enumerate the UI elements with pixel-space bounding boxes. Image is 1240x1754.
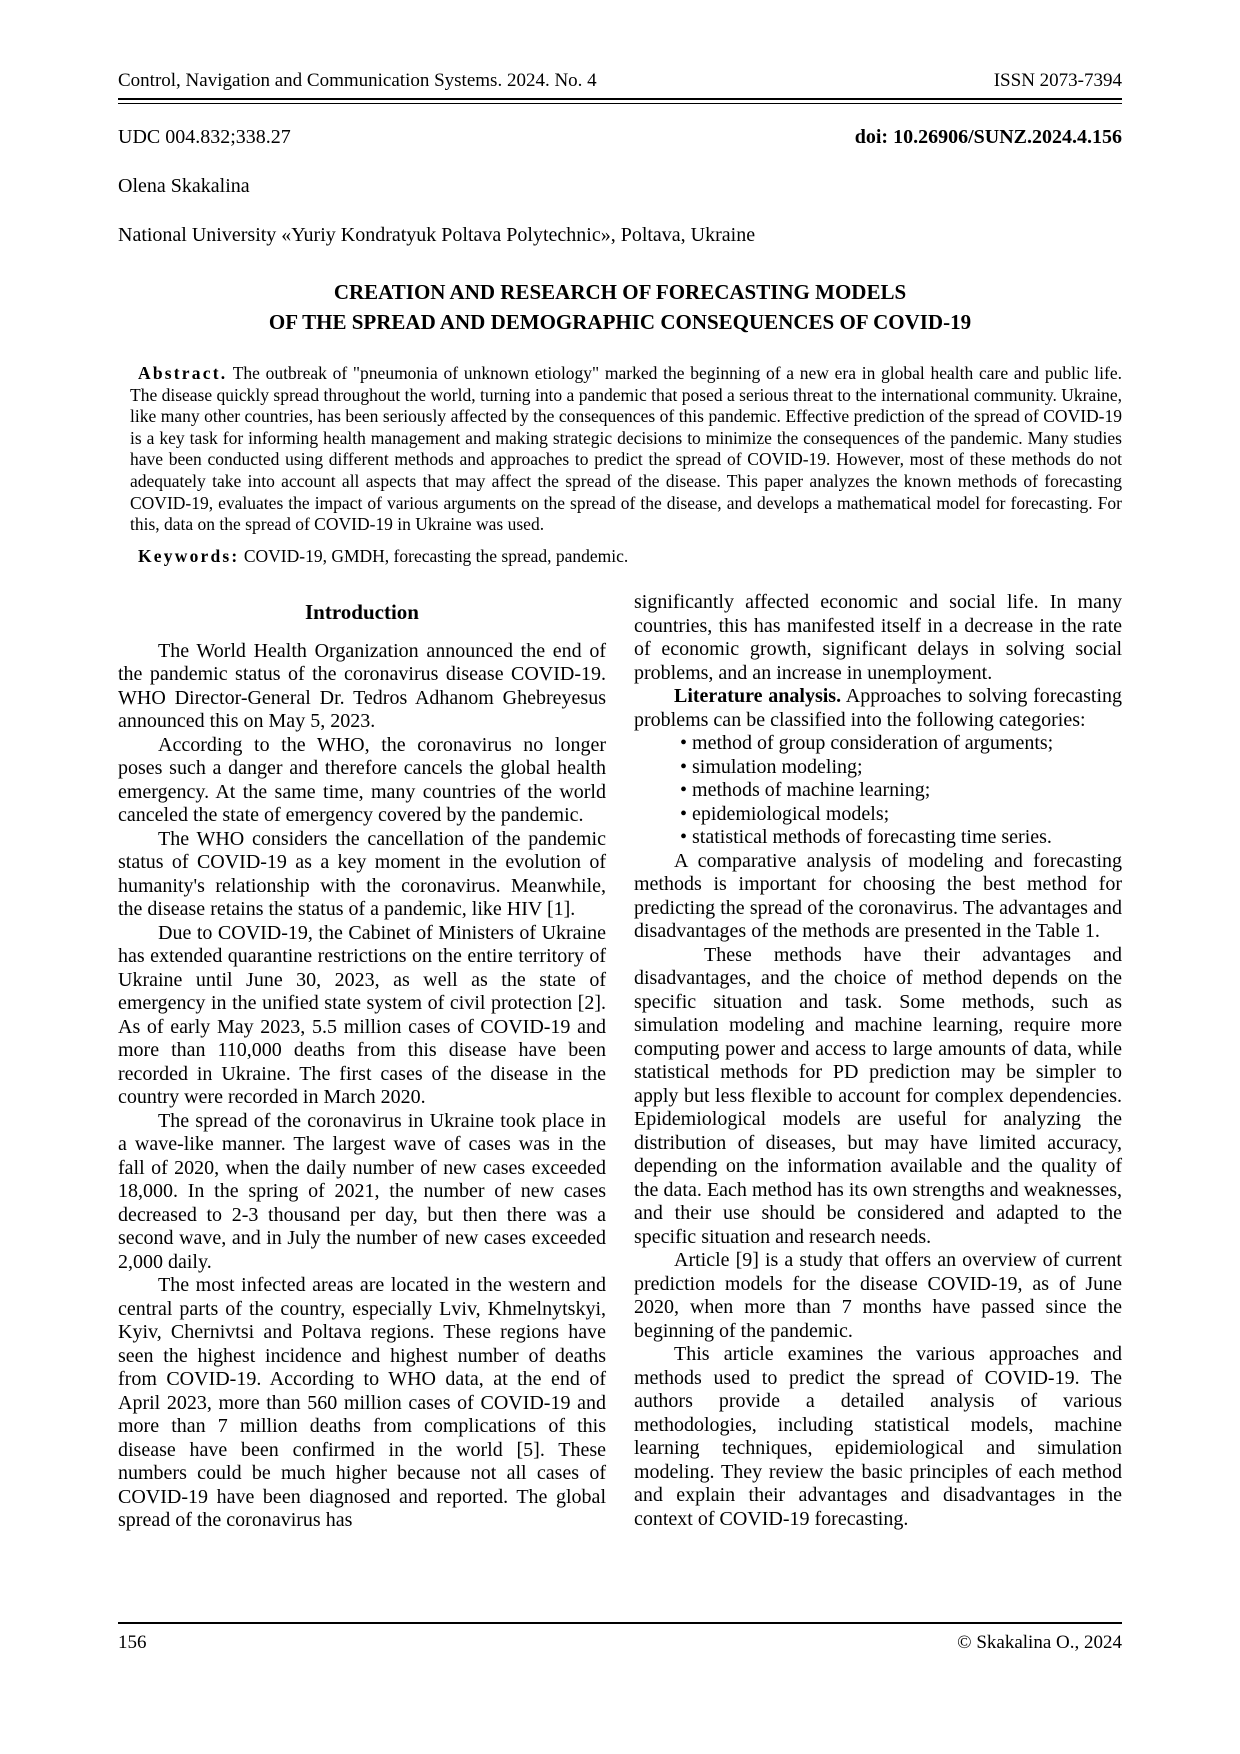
page-number: 156 <box>118 1632 147 1653</box>
left-column <box>118 591 606 1533</box>
right-column <box>634 591 1122 1533</box>
bullet-item: • statistical methods of forecasting time series. <box>634 826 1122 850</box>
author-affiliation: National University «Yuriy Kondratyuk Poltava Polytechnic», Poltava, Ukraine <box>118 224 756 246</box>
copyright: © Skakalina O., 2024 <box>957 1632 1122 1653</box>
keywords-label: Keywords: <box>138 545 240 566</box>
paper-title <box>118 277 1122 337</box>
category-list <box>634 732 1122 850</box>
abstract <box>130 363 1122 536</box>
literature-analysis-paragraph <box>634 685 1122 732</box>
keywords <box>130 546 1122 568</box>
body-paragraph: The most infected areas are located in the western and central parts of the country, especially Lviv, Khmelnytskyi, Kyiv, Chernivtsi and Poltava regions. These regions have seen the highest incidence and highest number of deaths from COVID-19. According to WHO data, at the end of April 2023, more than 560 million cases of COVID-19 and more than 7 million deaths from complications of this disease have been confirmed in the world [5]. These numbers could be much higher because not all cases of COVID-19 have been diagnosed and reported. The global spread of the coronavirus has <box>118 1274 606 1532</box>
header-double-rule <box>118 98 1122 104</box>
page-footer <box>118 1622 1122 1654</box>
abstract-label: Abstract. <box>138 363 228 383</box>
introduction-heading: Introduction <box>305 600 419 625</box>
bullet-item: • epidemiological models; <box>634 803 1122 827</box>
bullet-item: • method of group consideration of arguments; <box>634 732 1122 756</box>
bullet-item: • simulation modeling; <box>634 756 1122 780</box>
bullet-item: • methods of machine learning; <box>634 779 1122 803</box>
meta-row <box>118 126 1122 149</box>
journal-name: Control, Navigation and Communication Systems. 2024. No. 4 <box>118 70 597 91</box>
body-paragraph: These methods have their advantages and disadvantages, and the choice of method depends on the specific situation and task. Some methods, such as simulation modeling and machine learning, require more computing power and access to large amounts of data, while statistical methods for PD prediction may be simpler to apply but less flexible to account for complex dependencies. Epidemiological models are useful for analyzing the distribution of diseases, but may have limited accuracy, depending on the information available and the quality of the data. Each method has its own strengths and weaknesses, and their use should be considered and adapted to the specific situation and research needs. <box>634 943 1122 1248</box>
running-header <box>118 70 1122 92</box>
paper-title-line2: OF THE SPREAD AND DEMOGRAPHIC CONSEQUENCES OF COVID-19 <box>268 310 972 334</box>
doi: doi: 10.26906/SUNZ.2024.4.156 <box>854 126 1122 148</box>
literature-analysis-text: Approaches to solving forecasting problems can be classified into the following categories: <box>634 685 1122 731</box>
author-name: Olena Skakalina <box>118 175 250 197</box>
literature-analysis-lead: Literature analysis. <box>674 685 842 708</box>
body-paragraph: Due to COVID-19, the Cabinet of Ministers of Ukraine has extended quarantine restrictions on the entire territory of Ukraine until June 30, 2023, as well as the state of emergency in the unified state system of civil protection [2]. As of early May 2023, 5.5 million cases of COVID-19 and more than 110,000 deaths from this disease have been recorded in Ukraine. The first cases of the disease in the country were recorded in March 2020. <box>118 921 606 1109</box>
body-paragraph: The WHO considers the cancellation of the pandemic status of COVID-19 as a key moment in the evolution of humanity's relationship with the coronavirus. Meanwhile, the disease retains the status of a pandemic, like HIV [1]. <box>118 827 606 921</box>
issn: ISSN 2073-7394 <box>993 70 1122 91</box>
paper-title-line1: CREATION AND RESEARCH OF FORECASTING MODELS <box>333 280 907 304</box>
body-paragraph: This article examines the various approaches and methods used to predict the spread of COVID-19. The authors provide a detailed analysis of various methodologies, including statistical models, machine learning techniques, epidemiological and simulation modeling. They review the basic principles of each method and explain their advantages and disadvantages in the context of COVID-19 forecasting. <box>634 1343 1122 1530</box>
keywords-text: COVID-19, GMDH, forecasting the spread, pandemic. <box>243 545 629 566</box>
abstract-text: The outbreak of "pneumonia of unknown etiology" marked the beginning of a new era in global health care and public life. The disease quickly spread throughout the world, turning into a pandemic that posed a serious threat to the international community. Ukraine, like many other countries, has been seriously affected by the consequences of this pandemic. Effective prediction of the spread of COVID-19 is a key task for informing health management and making strategic decisions to minimize the consequences of the pandemic. Many studies have been conducted using different methods and approaches to predict the spread of COVID-19. However, most of these methods do not adequately take into account all aspects that may affect the spread of the disease. This paper analyzes the known methods of forecasting COVID-19, evaluates the impact of various arguments on the spread of the disease, and develops a mathematical model for forecasting. For this, data on the spread of COVID-19 in Ukraine was used. <box>130 363 1123 535</box>
body-paragraph: The spread of the coronavirus in Ukraine took place in a wave-like manner. The largest wave of cases was in the fall of 2020, when the daily number of new cases exceeded 18,000. In the spring of 2021, the number of new cases decreased to 2-3 thousand per day, but then there was a second wave, and in July the number of new cases exceeded 2,000 daily. <box>118 1109 606 1273</box>
udc-code: UDC 004.832;338.27 <box>118 126 291 148</box>
body-paragraph: Article [9] is a study that offers an overview of current prediction models for the disease COVID-19, as of June 2020, when more than 7 months have passed since the beginning of the pandemic. <box>634 1249 1122 1342</box>
continuation-paragraph: significantly affected economic and social life. In many countries, this has manifested itself in a decrease in the rate of economic growth, significant delays in solving social problems, and an increase in unemployment. <box>634 591 1122 684</box>
two-column-body <box>118 591 1122 1533</box>
body-paragraph: A comparative analysis of modeling and forecasting methods is important for choosing the best method for predicting the spread of the coronavirus. The advantages and disadvantages of the methods are presented in the Table 1. <box>634 849 1122 943</box>
body-paragraph: The World Health Organization announced the end of the pandemic status of the coronavirus disease COVID-19. WHO Director-General Dr. Tedros Adhanom Ghebreyesus announced this on May 5, 2023. <box>118 639 606 733</box>
body-paragraph: According to the WHO, the coronavirus no longer poses such a danger and therefore cancels the global health emergency. At the same time, many countries of the world canceled the state of emergency covered by the pandemic. <box>118 733 606 827</box>
